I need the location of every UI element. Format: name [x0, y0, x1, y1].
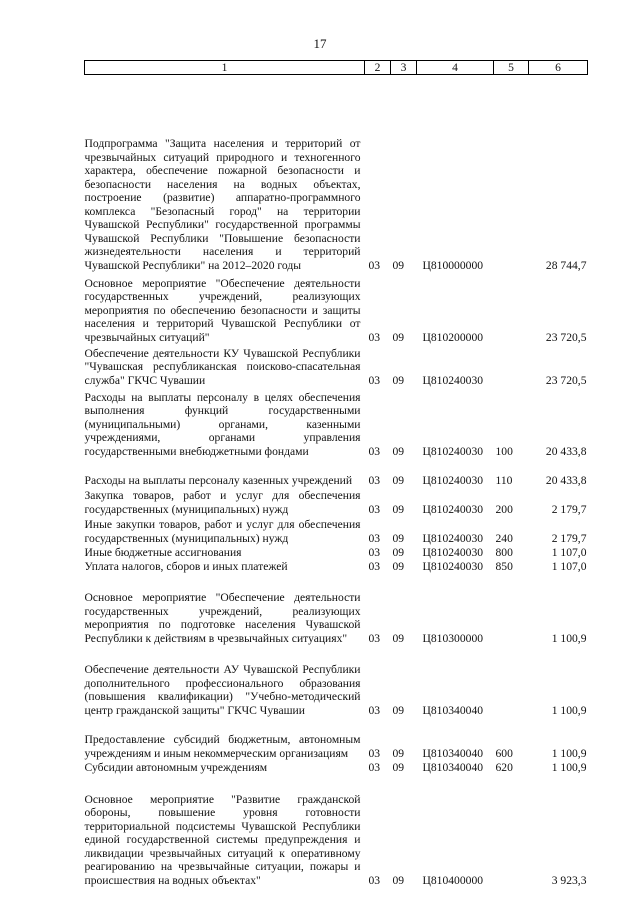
- row-name: Расходы на выплаты персоналу в целях обеспечения выполнения функций государственными (муниципальными) органами, казенными учреждениями, органами управления государственными внебюджетными фондами: [84, 390, 361, 458]
- table-row: [85, 488, 588, 517]
- row-amount: 1 100,9: [551, 746, 587, 760]
- row-name: Основное мероприятие "Развитие гражданской обороны, повышение уровня готовности территориальной подсистемы Чувашской Республики единой государственной системы предупреждения и ликвидации чрезвычайных ситуаций к оперативному реагированию на чрезвычайные ситуации, пожары и происшествия на водных объектах": [84, 792, 361, 887]
- row-razdel: 03: [368, 631, 381, 645]
- row-name: Основное мероприятие "Обеспечение деятельности государственных учреждений, реализующих мероприятия по подготовке населения Чувашской Республики к действиям в чрезвычайных ситуациях": [84, 591, 361, 645]
- row-expense-type: [494, 775, 529, 888]
- table-row: [85, 718, 588, 761]
- row-expense-type: 110: [495, 473, 513, 487]
- row-amount: 2 179,7: [551, 531, 587, 545]
- row-razdel: 03: [368, 545, 381, 559]
- row-name: Основное мероприятие "Обеспечение деятельности государственных учреждений, реализующих мероприятия по обеспечению безопасности и защиты населения и территорий Чувашской Республики от чрезвычайных ситуаций": [84, 276, 361, 344]
- row-name: Субсидии автономным учреждениям: [84, 760, 268, 774]
- row-expense-type: 600: [495, 746, 513, 760]
- table-row: [85, 646, 588, 718]
- row-name: Иные бюджетные ассигнования: [84, 545, 242, 559]
- row-podrazdel: 09: [392, 873, 405, 887]
- row-razdel: 03: [368, 760, 381, 774]
- row-razdel: 03: [368, 373, 381, 387]
- row-name: Подпрограмма "Защита населения и территорий от чрезвычайных ситуаций природного и техногенного характера, обеспечение пожарной безопасности и безопасности населения на водных объектах, построение (развитие) аппаратно-программного комплекса "Безопасный город" на территории Чувашской Республики" государственной программы Чувашской Республики "Повышение безопасности жизнедеятельности населения и территорий Чувашской Республики" на 2012–2020 годы: [84, 137, 361, 272]
- row-expense-type: [494, 574, 529, 646]
- row-expense-type: [494, 646, 529, 718]
- row-expense-type: 850: [495, 559, 513, 573]
- row-podrazdel: 09: [392, 444, 405, 458]
- table-row: [85, 574, 588, 646]
- column-header-razdel: 2: [365, 61, 391, 75]
- row-amount: 20 433,8: [545, 473, 587, 487]
- row-podrazdel: 09: [392, 330, 405, 344]
- row-target-article: Ц810200000: [422, 330, 484, 344]
- column-header-name: 1: [85, 61, 365, 75]
- header-row: [85, 61, 588, 75]
- row-razdel: 03: [368, 746, 381, 760]
- row-expense-type: 200: [495, 502, 513, 516]
- row-podrazdel: 09: [392, 473, 405, 487]
- row-target-article: Ц810240030: [422, 559, 484, 573]
- row-razdel: 03: [368, 444, 381, 458]
- row-expense-type: 800: [495, 545, 513, 559]
- row-target-article: Ц810000000: [422, 258, 484, 272]
- table-row: [85, 459, 588, 488]
- row-razdel: 03: [368, 258, 381, 272]
- row-podrazdel: 09: [392, 703, 405, 717]
- row-razdel: 03: [368, 502, 381, 516]
- table-header: [85, 61, 588, 75]
- row-amount: 1 100,9: [551, 631, 587, 645]
- row-target-article: Ц810240030: [422, 473, 484, 487]
- row-name: Обеспечение деятельности КУ Чувашской Республики "Чувашская республиканская поисково-спасательная служба" ГКЧС Чувашии: [84, 346, 361, 387]
- table-row: [85, 345, 588, 388]
- row-target-article: Ц810240030: [422, 373, 484, 387]
- row-amount: 1 100,9: [551, 703, 587, 717]
- row-podrazdel: 09: [392, 760, 405, 774]
- row-podrazdel: 09: [392, 373, 405, 387]
- row-podrazdel: 09: [392, 545, 405, 559]
- table-row: [85, 517, 588, 546]
- row-expense-type: [494, 273, 529, 345]
- row-amount: 20 433,8: [545, 444, 587, 458]
- row-name: Расходы на выплаты персоналу казенных учреждений: [84, 473, 353, 487]
- row-podrazdel: 09: [392, 502, 405, 516]
- table-row: [85, 546, 588, 560]
- row-razdel: 03: [368, 473, 381, 487]
- row-target-article: Ц810240030: [422, 531, 484, 545]
- table-row: [85, 273, 588, 345]
- column-header-target-article: 4: [417, 61, 494, 75]
- table-row: [85, 775, 588, 888]
- table-row: [85, 560, 588, 574]
- row-amount: 1 107,0: [551, 559, 587, 573]
- row-target-article: Ц810240030: [422, 502, 484, 516]
- row-target-article: Ц810340040: [422, 746, 484, 760]
- page-number: 17: [313, 36, 327, 51]
- row-razdel: 03: [368, 703, 381, 717]
- row-expense-type: [494, 75, 529, 273]
- row-amount: 1 107,0: [551, 545, 587, 559]
- row-target-article: Ц810240030: [422, 444, 484, 458]
- row-razdel: 03: [368, 559, 381, 573]
- row-target-article: Ц810400000: [422, 873, 484, 887]
- column-header-podrazdel: 3: [391, 61, 417, 75]
- row-expense-type: 240: [495, 531, 513, 545]
- row-podrazdel: 09: [392, 531, 405, 545]
- table-row: [85, 761, 588, 775]
- row-amount: 3 923,3: [551, 873, 587, 887]
- row-name: Предоставление субсидий бюджетным, автономным учреждениям и иным некоммерческим организациям: [84, 733, 361, 760]
- row-target-article: Ц810340040: [422, 760, 484, 774]
- row-razdel: 03: [368, 330, 381, 344]
- table-body: [85, 75, 588, 888]
- column-header-amount: 6: [529, 61, 588, 75]
- table-row: [85, 75, 588, 273]
- row-amount: 23 720,5: [545, 330, 587, 344]
- row-razdel: 03: [368, 531, 381, 545]
- row-podrazdel: 09: [392, 258, 405, 272]
- row-target-article: Ц810340040: [422, 703, 484, 717]
- row-target-article: Ц810300000: [422, 631, 484, 645]
- row-podrazdel: 09: [392, 631, 405, 645]
- row-name: Уплата налогов, сборов и иных платежей: [84, 559, 288, 573]
- row-name: Иные закупки товаров, работ и услуг для обеспечения государственных (муниципальных) нужд: [84, 518, 361, 545]
- row-amount: 23 720,5: [545, 373, 587, 387]
- row-expense-type: 100: [495, 444, 513, 458]
- row-amount: 28 744,7: [545, 258, 587, 272]
- row-name: Обеспечение деятельности АУ Чувашской Республики дополнительного профессионального образования (повышения квалификации) "Учебно-методический центр гражданской защиты" ГКЧС Чувашии: [84, 663, 361, 717]
- row-expense-type: [494, 345, 529, 388]
- row-podrazdel: 09: [392, 559, 405, 573]
- row-podrazdel: 09: [392, 746, 405, 760]
- row-target-article: Ц810240030: [422, 545, 484, 559]
- column-header-expense-type: 5: [494, 61, 529, 75]
- row-expense-type: 620: [495, 760, 513, 774]
- row-amount: 1 100,9: [551, 760, 587, 774]
- row-name: Закупка товаров, работ и услуг для обеспечения государственных (муниципальных) нужд: [84, 489, 361, 516]
- row-razdel: 03: [368, 873, 381, 887]
- row-amount: 2 179,7: [551, 502, 587, 516]
- budget-table: [84, 60, 588, 888]
- table-row: [85, 388, 588, 459]
